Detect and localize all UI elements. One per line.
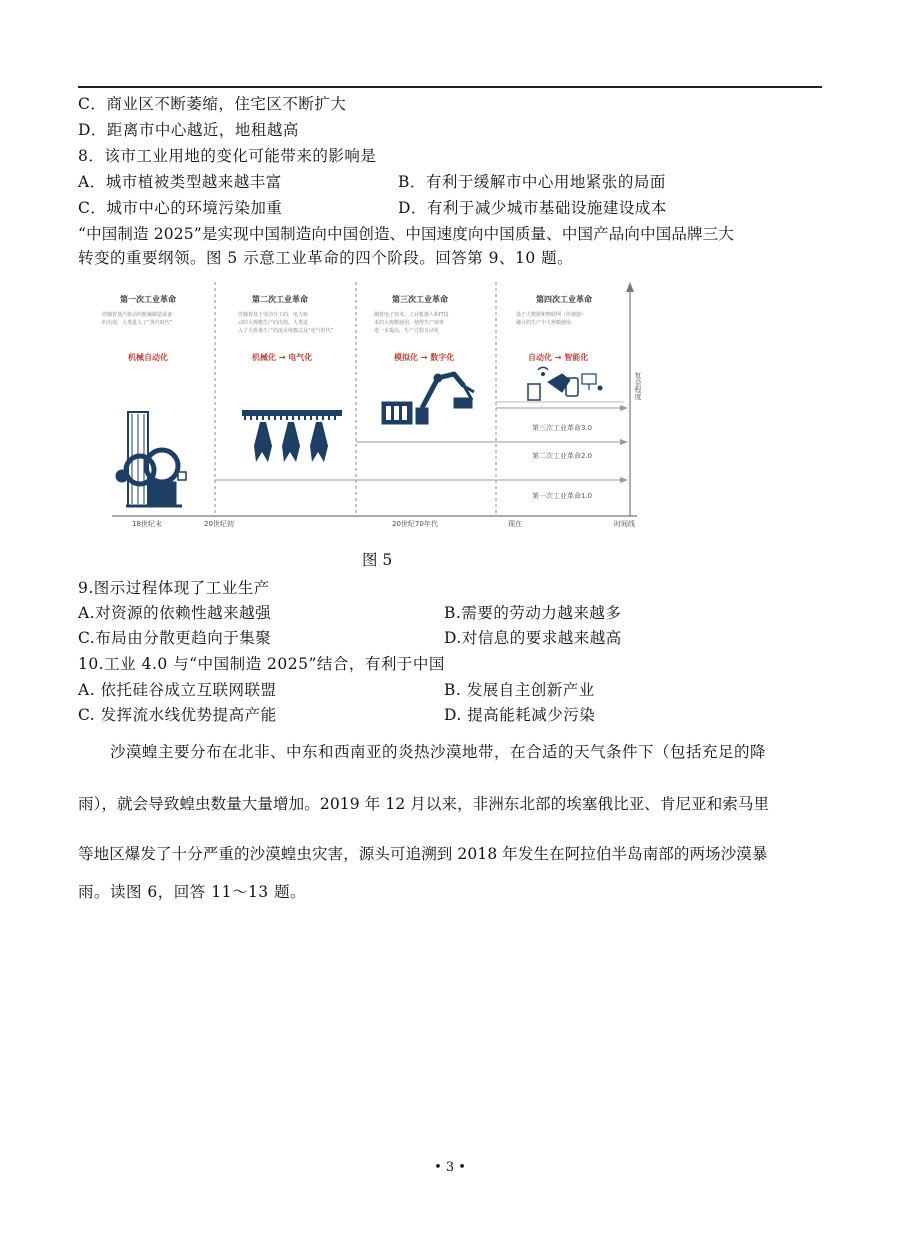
industrial-revolution-figure — [92, 274, 648, 536]
timeline-label-1: 18世纪末 — [132, 520, 162, 528]
axis-arrow-up — [626, 282, 634, 292]
timeline-label-4: 现在 — [508, 520, 522, 528]
q9-option-b: B.需要的劳动力越来越多 — [444, 604, 622, 622]
q8-option-c: C．城市中心的环境污染加重 — [78, 199, 283, 217]
intro-line-1: “中国制造 2025”是实现中国制造向中国创造、中国速度向中国质量、中国产品向中国品牌三大 — [78, 225, 734, 243]
stage-4-desc-1: 基于大数据和物联网（传感器） — [516, 312, 587, 318]
assembly-line-illustration — [242, 410, 342, 462]
q7-option-c: C．商业区不断萎缩，住宅区不断扩大 — [78, 95, 347, 113]
q9-option-a: A.对资源的依赖性越来越强 — [78, 604, 272, 622]
q9-stem: 9.图示过程体现了工业生产 — [78, 579, 270, 597]
q8-option-d: D．有利于减少城市基础设施建设成本 — [398, 199, 667, 217]
stage-1-desc-2: 的出现，人类进入了“蒸汽时代” — [102, 320, 173, 326]
q8-stem: 8．该市工业用地的变化可能带来的影响是 — [78, 147, 377, 165]
q10-option-d: D. 提高能耗减少污染 — [444, 706, 596, 724]
stage-3-desc-1: 随着电子技术、工业机器人和IT技 — [374, 312, 449, 318]
level-arrow-1 — [620, 477, 628, 483]
header-rule — [78, 86, 822, 88]
passage-line-1: 沙漠蝗主要分布在北非、中东和西南亚的炎热沙漠地带，在合适的天气条件下（包括充足的降 — [110, 743, 767, 761]
stage-3-title: 第三次工业革命 — [392, 295, 448, 304]
stage-4-title: 第四次工业革命 — [536, 295, 592, 304]
passage-line-4: 雨。读图 6，回答 11～13 题。 — [78, 883, 307, 901]
passage-line-2: 雨），就会导致蝗虫数量大量增加。2019 年 12 月以来，非洲东北部的埃塞俄比亚、肯尼亚和索马里 — [78, 795, 770, 813]
timeline-label-3: 20世纪70年代 — [392, 520, 438, 528]
level-label-2: 第二次工业革命2.0 — [532, 452, 593, 460]
complexity-label: 复杂程度 — [634, 372, 642, 400]
level-arrow-2 — [620, 439, 628, 445]
stage-2-title: 第二次工业革命 — [252, 295, 308, 304]
page-number: • 3 • — [434, 1160, 466, 1175]
stage-1-keyword: 机械自动化 — [128, 353, 168, 362]
stage-2-desc-1: 伴随着基于劳动分工的，电力驱 — [238, 312, 309, 318]
stage-1-desc-1: 伴随着蒸汽驱动的机械制造设备 — [102, 312, 173, 318]
passage-line-3: 等地区爆发了十分严重的沙漠蝗虫灾害，源头可追溯到 2018 年发生在阿拉伯半岛南部的两场沙漠暴 — [78, 845, 768, 863]
q10-stem: 10.工业 4.0 与“中国制造 2025”结合，有利于中国 — [78, 655, 445, 673]
level-label-1: 第一次工业革命1.0 — [532, 492, 593, 500]
q9-option-d: D.对信息的要求越来越高 — [444, 629, 622, 647]
industrial-robot-illustration — [382, 374, 474, 424]
stage-1-title: 第一次工业革命 — [120, 295, 176, 304]
stage-4-desc-2: 融合的生产中大规模使用 — [516, 320, 572, 326]
timeline-label-2: 20世纪初 — [204, 520, 234, 528]
stage-3-keyword: 模拟化 → 数字化 — [394, 353, 455, 362]
smart-devices-illustration — [528, 367, 602, 400]
q10-option-b: B. 发展自主创新产业 — [444, 681, 595, 699]
q10-option-a: A. 依托硅谷成立互联网联盟 — [78, 681, 277, 699]
stage-4-keyword: 自动化 → 智能化 — [528, 353, 589, 362]
q8-option-a: A．城市植被类型越来越丰富 — [78, 173, 282, 191]
intro-line-2: 转变的重要纲领。图 5 示意工业革命的四个阶段。回答第 9、10 题。 — [78, 249, 574, 267]
stage-2-desc-2: 动的大规模生产的出现，人类进 — [238, 320, 309, 326]
steam-machine-illustration — [116, 412, 186, 506]
stage-2-keyword: 机械化 → 电气化 — [252, 353, 313, 362]
q10-option-c: C. 发挥流水线优势提高产能 — [78, 706, 277, 724]
timeline-label-5: 时间线 — [614, 520, 635, 528]
stage-3-desc-2: 术的大规模使用，使得生产效率 — [374, 320, 445, 326]
q9-option-c: C.布局由分散更趋向于集聚 — [78, 629, 272, 647]
level-label-3: 第三次工业革命3.0 — [532, 424, 593, 432]
stage-3-desc-3: 进一步提高，生产过程自动化 — [374, 328, 440, 334]
stage-2-desc-3: 入了大批量生产的流水线模式及“电气时代” — [238, 328, 334, 334]
figure-caption: 图 5 — [362, 551, 393, 569]
q8-option-b: B．有利于缓解市中心用地紧张的局面 — [398, 173, 666, 191]
q7-option-d: D．距离市中心越近，地租越高 — [78, 121, 299, 139]
level-arrow-3 — [620, 405, 628, 411]
